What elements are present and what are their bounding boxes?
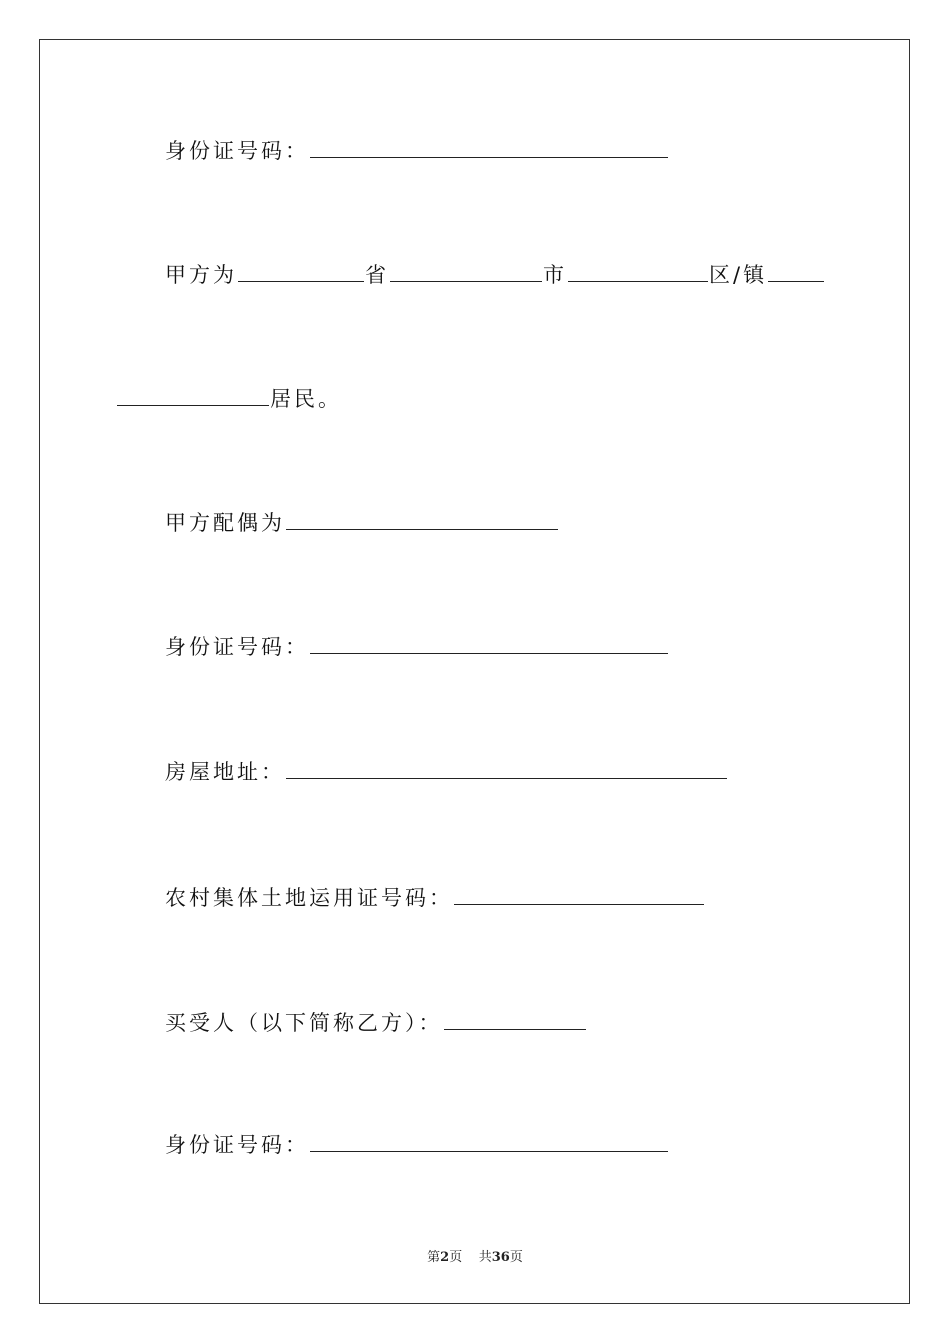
party-a-address-line [165, 260, 825, 290]
page-footer [0, 1246, 950, 1265]
district-blank[interactable] [568, 263, 708, 282]
footer-page-number: 2 [440, 1250, 450, 1265]
id-number-blank[interactable] [310, 635, 668, 654]
city-blank[interactable] [390, 263, 542, 282]
city-label: 市 [543, 263, 567, 287]
buyer-line [165, 1008, 587, 1038]
footer-total-prefix: 共 [478, 1250, 492, 1265]
spouse-blank[interactable] [286, 511, 558, 530]
district-town-label: 区/镇 [709, 263, 768, 287]
page-border [39, 39, 910, 1304]
buyer-label: 买受人（以下简称乙方）： [165, 1011, 443, 1035]
id-number-blank[interactable] [310, 139, 668, 158]
footer-total-suffix: 页 [509, 1250, 523, 1265]
id-number-line-3 [165, 1130, 669, 1160]
house-address-label: 房屋地址： [165, 760, 285, 784]
footer-prefix: 第 [427, 1250, 441, 1265]
id-number-line-1 [165, 136, 669, 166]
party-a-address-cont-line [116, 384, 342, 414]
id-number-label: 身份证号码： [165, 635, 309, 659]
id-number-line-2 [165, 632, 669, 662]
land-cert-blank[interactable] [454, 886, 704, 905]
party-a-label: 甲方为 [165, 263, 237, 287]
house-address-line [165, 757, 728, 787]
id-number-blank[interactable] [310, 1133, 668, 1152]
id-number-label: 身份证号码： [165, 1133, 309, 1157]
land-cert-line [165, 883, 705, 913]
party-a-spouse-line [165, 508, 559, 538]
province-label: 省 [365, 263, 389, 287]
house-address-blank[interactable] [286, 760, 727, 779]
id-number-label: 身份证号码： [165, 139, 309, 163]
resident-label: 居民。 [270, 387, 342, 411]
buyer-blank[interactable] [444, 1011, 586, 1030]
footer-total-pages: 36 [491, 1250, 510, 1265]
footer-page-suffix: 页 [449, 1250, 463, 1265]
province-blank[interactable] [238, 263, 364, 282]
spouse-label: 甲方配偶为 [165, 511, 285, 535]
address-cont-blank[interactable] [117, 387, 269, 406]
town-blank[interactable] [768, 263, 824, 282]
land-cert-label: 农村集体土地运用证号码： [165, 886, 453, 910]
